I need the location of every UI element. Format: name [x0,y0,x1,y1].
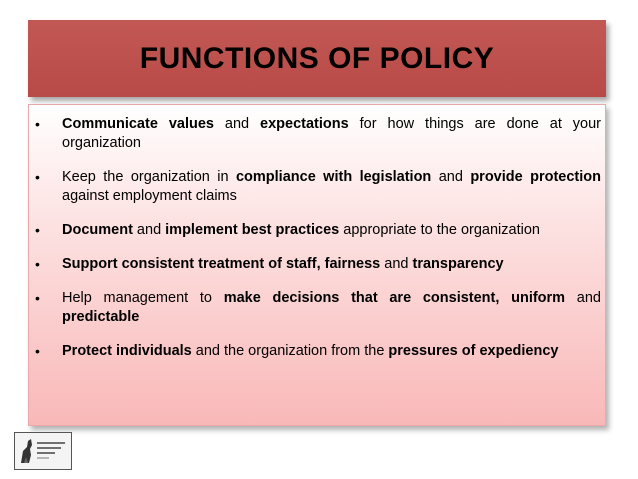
bullet-text: and [565,290,601,306]
title-banner [28,20,606,97]
bullet-bold-text: predictable [62,309,140,325]
bullet-text: and [132,222,166,238]
logo-graphic [15,433,71,469]
bullet-text: Keep the organization in [62,169,236,185]
bullet-bold-text: expectations [260,116,349,132]
bullet-text: and the organization from the [191,343,389,359]
bullet-bold-text: provide protection [470,169,602,185]
bullet-bold-text: pressures of expediency [388,343,559,359]
bullet-text: and [431,169,471,185]
bullet-item [35,289,601,327]
content-box [28,104,606,426]
bullet-bold-text: implement best practices [165,222,340,238]
bullet-bold-text: transparency [412,256,504,272]
bullet-text: against employment claims [62,188,237,204]
bullet-dot: • [35,290,40,306]
bullet-text: and [380,256,413,272]
bullet-bold-text: Protect individuals [62,343,192,359]
bullet-text: appropriate to the organization [339,222,540,238]
bullet-bold-text: Support consistent treatment of staff, fairness [62,256,381,272]
bullet-bold-text: Document [62,222,133,238]
bullet-dot: • [35,222,40,238]
bullet-dot: • [35,343,40,359]
bullet-dot: • [35,116,40,132]
bullet-text: for how things are done at your organization [62,116,601,151]
bullet-text: and [213,116,261,132]
bullet-bold-text: Communicate values [62,116,214,132]
bullet-item [35,168,601,206]
slide-title: FUNCTIONS OF POLICY [139,41,495,75]
bullet-bold-text: compliance with legislation [235,169,432,185]
bullet-item [35,115,601,153]
bullet-dot: • [35,169,40,185]
bullet-text: Help management to [62,290,224,306]
bullet-dot: • [35,256,40,272]
bullet-item [35,342,601,361]
bullet-bold-text: make decisions that are consistent, uniform [223,290,566,306]
organization-logo-icon [14,432,72,470]
bullet-item [35,255,601,274]
bullet-list [35,115,601,376]
bullet-item [35,221,601,240]
